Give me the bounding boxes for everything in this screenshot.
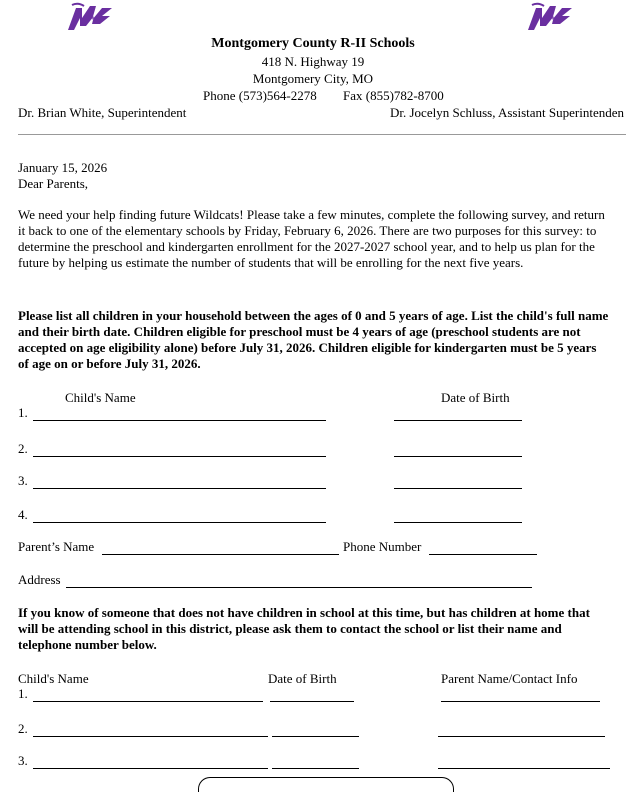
form1-dob-input-2[interactable]	[394, 456, 522, 457]
phone-number-label: Phone Number	[343, 539, 422, 554]
referral-instructions: If you know of someone that does not have children in school at this time, but has children at home that will be attending school in this district, please ask them to contact the school or list their name and telephone number below.	[18, 605, 590, 652]
school-logo-left-icon	[66, 2, 114, 32]
form1-dob-input-1[interactable]	[394, 420, 522, 421]
form1-dob-input-3[interactable]	[394, 488, 522, 489]
letter-body: We need your help finding future Wildcats! Please take a few minutes, complete the following survey, and return it back to one of the elementary schools by Friday, February 6, 2026. There are two purposes for this survey: to determine the preschool and kindergarten enrollment for the 2027-2027 school year, and to help us plan for the future by helping us estimate the number of students that will be enrolling for the next five years.	[18, 207, 605, 270]
form2-row-number: 3.	[18, 753, 28, 768]
form2-child-name-input-2[interactable]	[33, 736, 268, 737]
address-input[interactable]	[66, 587, 532, 588]
form1-dob-input-4[interactable]	[394, 522, 522, 523]
form2-child-name-input-1[interactable]	[33, 701, 263, 702]
form2-dob-input-1[interactable]	[270, 701, 354, 702]
parent-name-input[interactable]	[102, 554, 339, 555]
form1-child-name-input-1[interactable]	[33, 420, 326, 421]
form2-row-number: 1.	[18, 686, 28, 701]
form2-dob-header: Date of Birth	[268, 671, 337, 686]
letter-greeting: Dear Parents,	[18, 176, 89, 191]
form1-row-number: 3.	[18, 473, 28, 488]
school-phone: Phone (573)564-2278	[203, 88, 317, 103]
form2-parent-header: Parent Name/Contact Info	[441, 671, 578, 686]
form2-name-header: Child's Name	[18, 671, 89, 686]
form1-dob-header: Date of Birth	[441, 390, 510, 405]
form1-row-number: 1.	[18, 405, 28, 420]
school-address: 418 N. Highway 19	[261, 54, 365, 69]
superintendent-name: Dr. Brian White, Superintendent	[18, 105, 187, 120]
school-logo-right-icon	[526, 2, 574, 32]
submit-button[interactable]	[198, 777, 454, 792]
school-name: Montgomery County R-II Schools	[211, 36, 415, 51]
assistant-superintendent-name: Dr. Jocelyn Schluss, Assistant Superintenden	[390, 105, 624, 120]
form2-contact-input-3[interactable]	[438, 768, 610, 769]
form1-child-name-input-2[interactable]	[33, 456, 326, 457]
form1-row-number: 2.	[18, 441, 28, 456]
form2-dob-input-2[interactable]	[272, 736, 359, 737]
form2-contact-input-1[interactable]	[441, 701, 600, 702]
form1-row-number: 4.	[18, 507, 28, 522]
form2-row-number: 2.	[18, 721, 28, 736]
school-city: Montgomery City, MO	[252, 71, 374, 86]
school-fax: Fax (855)782-8700	[343, 88, 444, 103]
form2-contact-input-2[interactable]	[438, 736, 605, 737]
form1-name-header: Child's Name	[65, 390, 136, 405]
letterhead-divider	[18, 134, 626, 135]
letter-date: January 15, 2026	[18, 160, 108, 175]
form2-dob-input-3[interactable]	[272, 768, 359, 769]
parent-name-label: Parent’s Name	[18, 539, 95, 554]
form2-child-name-input-3[interactable]	[33, 768, 268, 769]
phone-number-input[interactable]	[429, 554, 537, 555]
form1-child-name-input-3[interactable]	[33, 488, 326, 489]
form1-child-name-input-4[interactable]	[33, 522, 326, 523]
survey-instructions: Please list all children in your household between the ages of 0 and 5 years of age. List the child's full name and their birth date. Children eligible for preschool must be 4 years of age (preschool students are not accepted on age eligibility alone) before July 31, 2026. Children eligible for kindergarten must be 5 years of age on or before July 31, 2026.	[18, 308, 609, 371]
address-label: Address	[18, 572, 61, 587]
